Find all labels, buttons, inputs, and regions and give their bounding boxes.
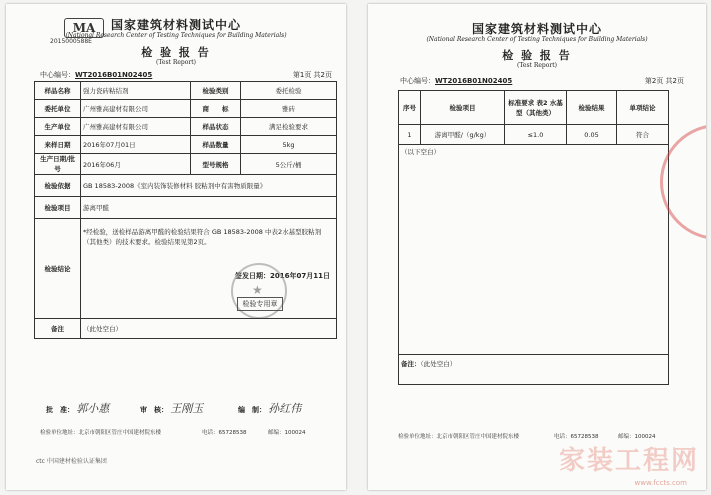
footer-phone: 电话：65728538 xyxy=(554,434,599,440)
remarks-label: 备注： xyxy=(401,360,421,368)
report-title-en: (Test Report) xyxy=(156,59,196,66)
basis: GB 18583-2008《室内装饰装修材料 胶粘剂中有害物质限量》 xyxy=(81,175,337,197)
center-title-en: (National Research Center of Testing Techniques for Building Materials) xyxy=(426,36,648,43)
footer-address: 检验单位地址：北京市朝阳区管庄中国建材院东楼 xyxy=(40,430,162,436)
prod-date: 2016年06月 xyxy=(81,154,191,175)
page-info: 第1页 共2页 xyxy=(292,71,332,79)
remarks-label: 备注 xyxy=(35,319,81,339)
center-number: 中心编号：WT2016B01N02405 xyxy=(400,77,513,85)
results-header-row xyxy=(399,91,669,125)
prod-date-label: 生产日期/批号 xyxy=(35,154,81,175)
issue-date: 签发日期：2016年07月11日 xyxy=(235,272,330,280)
col-header-item: 检验项目 xyxy=(421,91,505,125)
footer-phone: 电话：65728538 xyxy=(202,430,247,436)
items-label: 检验项目 xyxy=(35,197,81,219)
sample-date: 2016年07月01日 xyxy=(81,136,191,154)
footer-address: 检验单位地址：北京市朝阳区管庄中国建材院东楼 xyxy=(398,434,520,440)
site-watermark-url: www.fccts.com xyxy=(634,479,687,487)
ctc-logo: ctc 中国建材检验认证集团 xyxy=(36,458,107,465)
approve-field: 批 准： 郭小惠 xyxy=(46,402,110,415)
remarks: （此处空白） xyxy=(420,360,457,368)
remarks: （此处空白） xyxy=(81,319,337,339)
test-category: 委托检验 xyxy=(241,82,337,100)
row-conclusion: 符合 xyxy=(617,125,669,145)
approve-signature: 郭小惠 xyxy=(76,402,110,415)
sample-qty-label: 样品数量 xyxy=(191,136,241,154)
row-standard: ≤1.0 xyxy=(505,125,567,145)
sample-name: 强力瓷砖粘结剂 xyxy=(81,82,191,100)
sample-status-label: 样品状态 xyxy=(191,118,241,136)
producer-label: 生产单位 xyxy=(35,118,81,136)
col-header-no: 序号 xyxy=(399,91,421,125)
stamp-label: 检验专用章 xyxy=(237,297,283,311)
table-row xyxy=(399,125,669,145)
footer-zip: 邮编：100024 xyxy=(618,434,656,440)
col-header-conclusion: 单项结论 xyxy=(617,91,669,125)
spec-label: 型号规格 xyxy=(191,154,241,175)
results-table xyxy=(398,90,669,385)
remarks-cell xyxy=(399,355,669,385)
row-item: 游离甲醛/（g/kg） xyxy=(421,125,505,145)
sample-date-label: 来样日期 xyxy=(35,136,81,154)
conclusion-label: 检验结论 xyxy=(35,219,81,319)
edit-signature: 孙红伟 xyxy=(268,402,302,415)
client-label: 委托单位 xyxy=(35,100,81,118)
center-title: 国家建筑材料测试中心 xyxy=(471,22,602,36)
row-result: 0.05 xyxy=(567,125,617,145)
conclusion-text: *经检验，送检样品游离甲醛的检验结果符合 GB 18583-2008 中表2水基型胶粘剂（其他类）的技术要求。检验结果见第2页。 xyxy=(83,228,322,246)
trademark: 雅砖 xyxy=(241,100,337,118)
producer: 广州雅高建材有限公司 xyxy=(81,118,191,136)
items: 游离甲醛 xyxy=(81,197,337,219)
review-field: 审 核： 王刚玉 xyxy=(140,402,204,415)
footer-zip: 邮编：100024 xyxy=(268,430,306,436)
edit-field: 编 制： 孙红伟 xyxy=(238,402,302,415)
col-header-result: 检验结果 xyxy=(567,91,617,125)
cma-logo: MA xyxy=(64,18,104,38)
conclusion-cell xyxy=(81,219,337,319)
report-title: 检 验 报 告 xyxy=(502,49,572,62)
report-page-1 xyxy=(6,4,346,490)
report-page-2 xyxy=(368,4,706,490)
report-title: 检 验 报 告 xyxy=(141,46,211,59)
test-category-label: 检验类别 xyxy=(191,82,241,100)
client: 广州雅高建材有限公司 xyxy=(81,100,191,118)
sample-qty: 5kg xyxy=(241,136,337,154)
sample-name-label: 样品名称 xyxy=(35,82,81,100)
trademark-label: 商 标 xyxy=(191,100,241,118)
row-no: 1 xyxy=(399,125,421,145)
site-watermark: 家装工程网 xyxy=(558,446,699,476)
blank-area xyxy=(399,145,669,355)
spec: 5公斤/桶 xyxy=(241,154,337,175)
center-title: 国家建筑材料测试中心 xyxy=(110,18,241,32)
report-info-table xyxy=(34,81,337,339)
report-title-en: (Test Report) xyxy=(517,62,557,69)
basis-label: 检验依据 xyxy=(35,175,81,197)
center-title-en: (National Research Center of Testing Techniques for Building Materials) xyxy=(65,32,287,39)
seal-star-icon: ★ xyxy=(252,283,263,297)
page-info: 第2页 共2页 xyxy=(644,77,684,85)
sample-status: 满足检验要求 xyxy=(241,118,337,136)
cma-number: 2015000588E xyxy=(50,38,92,45)
review-signature: 王刚玉 xyxy=(170,402,204,415)
col-header-standard: 标准要求 表2 水基型（其他类） xyxy=(505,91,567,125)
blank-note: （以下空白） xyxy=(401,148,440,156)
center-number: 中心编号：WT2016B01N02405 xyxy=(40,71,153,79)
